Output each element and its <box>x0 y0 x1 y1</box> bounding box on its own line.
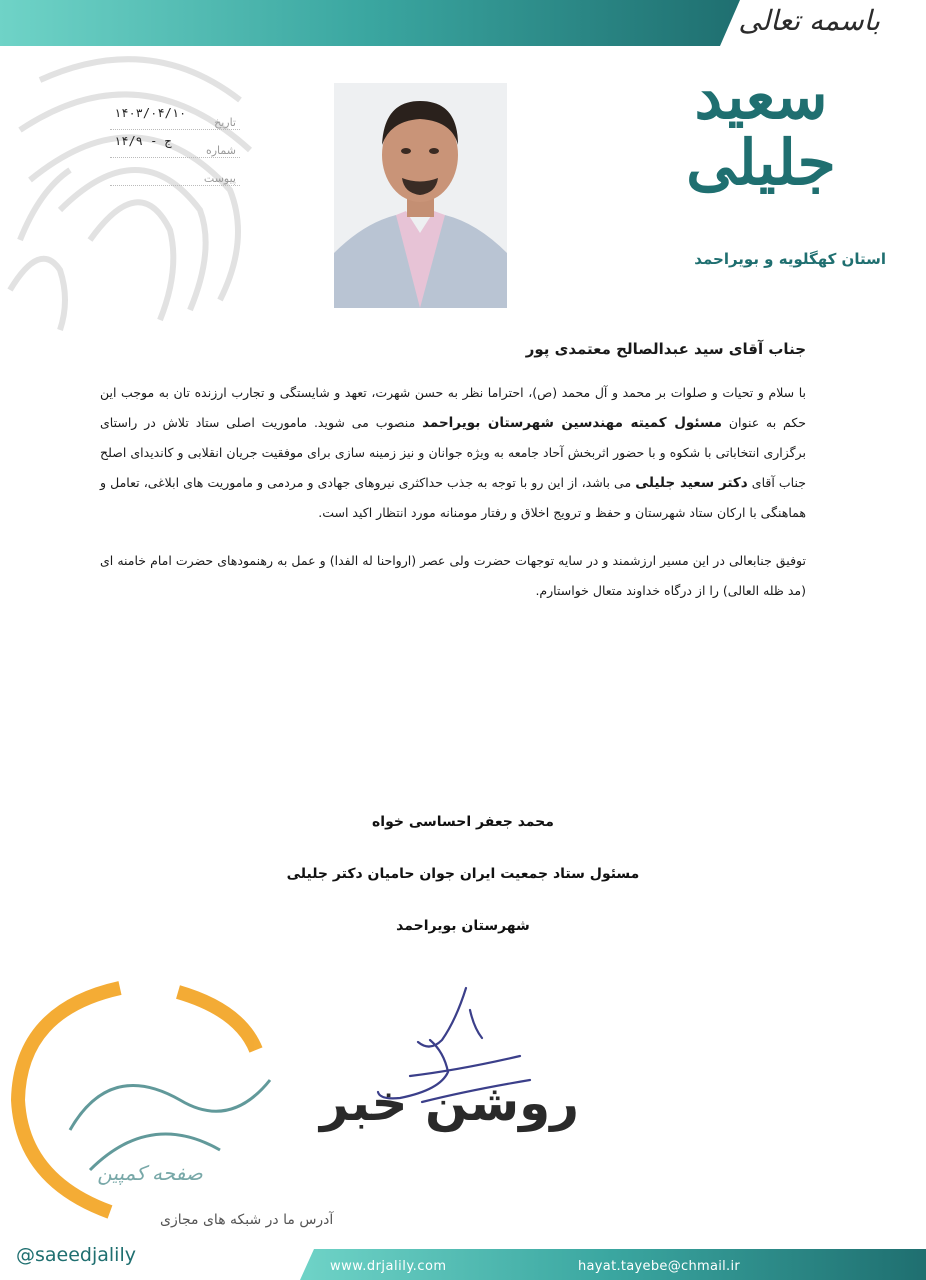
fingerprint-decoration <box>0 40 290 340</box>
news-watermark <box>0 980 579 1220</box>
meta-attachment-label: پیوست <box>203 172 236 185</box>
footer-website-link[interactable]: www.drjalily.com <box>330 1259 447 1274</box>
bismillah-heading: باسمه تعالی <box>738 4 880 37</box>
letter-body <box>100 340 806 606</box>
watermark-brand-text: روشن خبر <box>320 1074 579 1132</box>
p1-text-part2: منصوب می شوید. ماموریت اصلی ستاد تلاش در راستای برگزاری انتخاباتی با شکوه و با حضور اثربخش آحاد جامعه به ویژه جوانان و نیز زمینه سازی برای موفقیت جریان انقلابی و کاندیدای اصلح جناب آقای <box>100 415 806 490</box>
portrait-photo <box>334 83 507 308</box>
footer-email-link[interactable]: hayat.tayebe@chmail.ir <box>578 1259 741 1274</box>
p1-bold-position: مسئول کمیته مهندسین شهرستان بویراحمد <box>422 415 722 431</box>
meta-number-value: ۱۴/۹ - ج <box>114 134 172 148</box>
meta-date-row <box>110 106 240 130</box>
p1-bold-candidate: دکتر سعید جلیلی <box>635 475 748 491</box>
p1-text-part1: با سلام و تحیات و صلوات بر محمد و آل محمد (ص)، احتراما نظر به حسن شهرت، تعهد و شایستگی و تجارب ارزنده تان به موجب این حکم به عنوان <box>100 385 806 430</box>
signatory-region: شهرستان بویراحمد <box>396 918 530 934</box>
letter-recipient: جناب آقای سید عبدالصالح معتمدی پور <box>525 340 806 358</box>
letter-paragraph-1 <box>100 378 806 528</box>
letter-metadata <box>110 106 240 190</box>
campaign-logo-subtitle: استان کهگلویه و بویراحمد <box>694 250 886 268</box>
meta-attachment-row <box>110 162 240 186</box>
social-handle[interactable]: @saeedjalily <box>16 1244 136 1266</box>
meta-date-value: ۱۴۰۳/۰۴/۱۰ <box>114 106 187 120</box>
signatory-name: محمد جعفر احساسی خواه <box>372 814 554 830</box>
meta-number-label: شماره <box>205 144 236 157</box>
campaign-logo-name: سعید جلیلی <box>686 60 836 199</box>
meta-number-row <box>110 134 240 158</box>
letter-paragraph-2: توفیق جنابعالی در این مسیر ارزشمند و در سایه توجهات حضرت ولی عصر (ارواحنا له الفدا) و عمل به رهنمودهای حضرت امام خامنه ای (مد ظله العالی) را از درگاه خداوند متعال خواستارم. <box>100 553 806 598</box>
meta-date-label: تاریخ <box>214 116 236 129</box>
footer-address-text: آدرس ما در شبکه های مجازی <box>160 1212 334 1228</box>
signatory-title: مسئول ستاد جمعیت ایران جوان حامیان دکتر جلیلی <box>286 866 640 882</box>
p1-text-part3: می باشد، از این رو با توجه به جذب حداکثری نیروهای جهادی و مردمی و ماموریت های ابلاغی، تعامل و هماهنگی با ارکان ستاد شهرستان و حفظ و ترویج اخلاق و رفتار مومنانه مورد انتظار اکید است. <box>100 475 806 520</box>
watermark-script-text: صفحه کمپین <box>97 1161 203 1185</box>
